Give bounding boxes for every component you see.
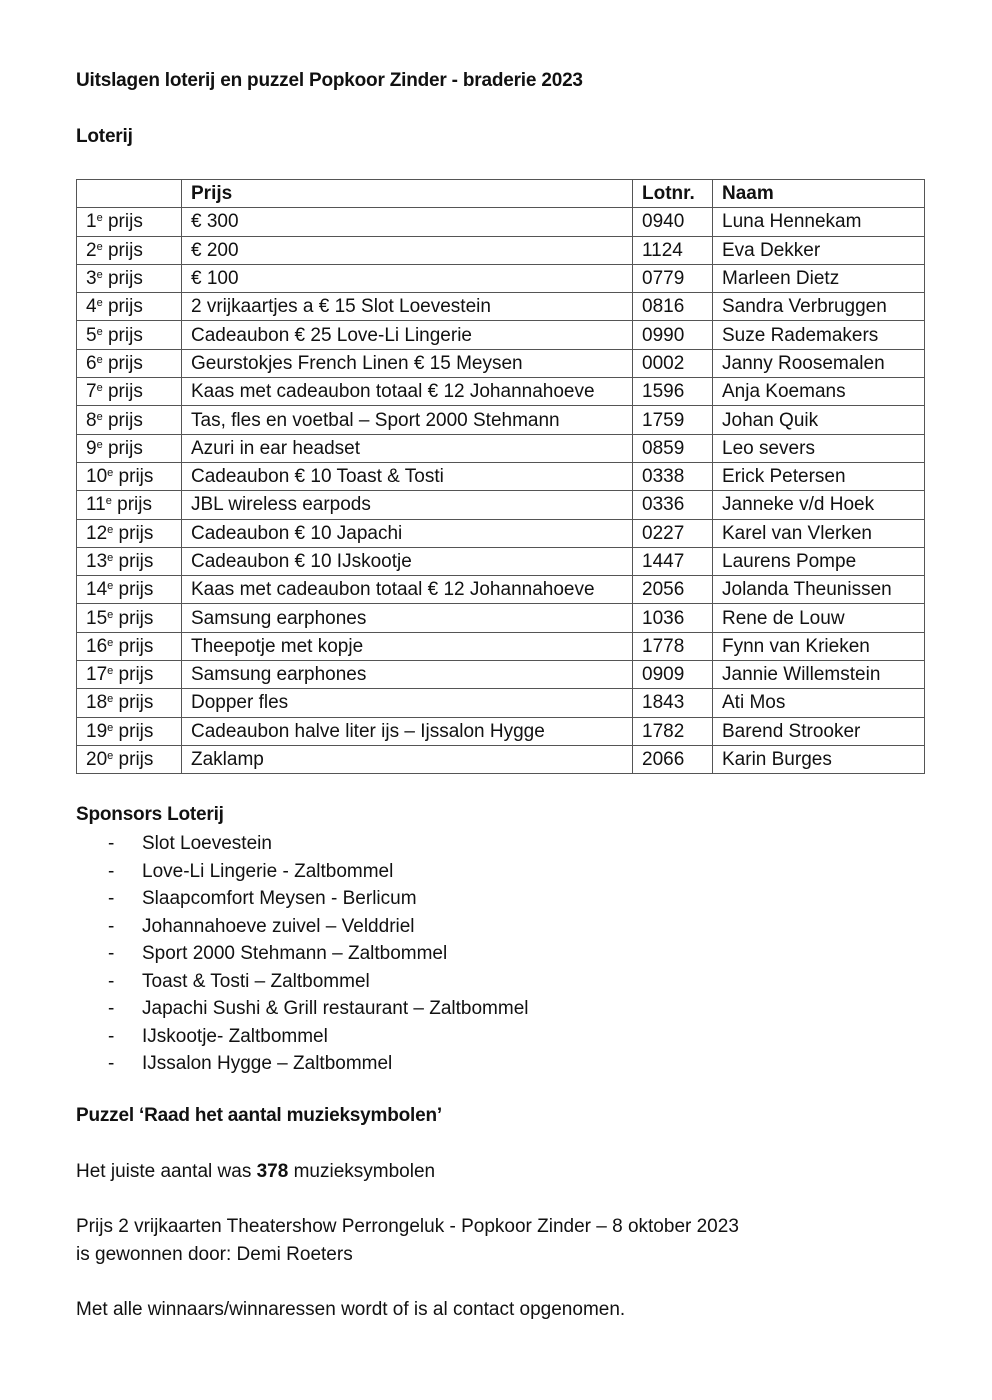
bullet-dash: - (108, 970, 115, 992)
rank-suffix: e (107, 693, 114, 706)
closing-note: Met alle winnaars/winnaressen wordt of is al contact opgenomen. (76, 1299, 626, 1320)
prize-rank (77, 547, 182, 575)
lot-number: 0859 (633, 434, 713, 462)
list-item (76, 1050, 529, 1078)
header-rank (77, 180, 182, 208)
winner-name: Eva Dekker (713, 236, 925, 264)
list-item (76, 830, 529, 858)
prize-rank (77, 321, 182, 349)
rank-label: prijs (107, 324, 143, 346)
rank-number: 11 (86, 494, 106, 516)
puzzle-heading: Puzzel ‘Raad het aantal muzieksymbolen’ (76, 1105, 442, 1126)
prize-description: Theepotje met kopje (182, 632, 633, 660)
prize-description: Cadeaubon € 25 Love-Li Lingerie (182, 321, 633, 349)
rank-label: prijs (118, 579, 154, 601)
list-item (76, 1023, 529, 1051)
winner-name: Jolanda Theunissen (713, 576, 925, 604)
winner-name: Laurens Pompe (713, 547, 925, 575)
winner-name: Barend Strooker (713, 717, 925, 745)
document-title: Uitslagen loterij en puzzel Popkoor Zinder - braderie 2023 (76, 70, 583, 91)
prize-description: Cadeaubon € 10 Toast & Tosti (182, 462, 633, 490)
prize-description: Geurstokjes French Linen € 15 Meysen (182, 349, 633, 377)
answer-suffix: muzieksymbolen (288, 1161, 436, 1182)
rank-suffix: e (96, 240, 103, 253)
prize-description: € 100 (182, 264, 633, 292)
bullet-dash: - (108, 860, 115, 882)
sponsor-name: Japachi Sushi & Grill restaurant – Zaltbommel (142, 998, 529, 1019)
rank-label: prijs (107, 239, 143, 261)
list-item (76, 885, 529, 913)
winner-name: Fynn van Krieken (713, 632, 925, 660)
prize-rank (77, 689, 182, 717)
prize-description: Cadeaubon € 10 IJskootje (182, 547, 633, 575)
rank-suffix: e (96, 297, 103, 310)
winner-name: Janneke v/d Hoek (713, 491, 925, 519)
winner-name: Luna Hennekam (713, 208, 925, 236)
rank-number: 1 (86, 211, 97, 233)
list-item (76, 913, 529, 941)
prize-description: Tas, fles en voetbal – Sport 2000 Stehmann (182, 406, 633, 434)
rank-suffix: e (107, 580, 114, 593)
sponsor-name: IJssalon Hygge – Zaltbommel (142, 1053, 393, 1074)
prize-rank (77, 632, 182, 660)
table-row (77, 491, 925, 519)
winner-name: Karin Burges (713, 745, 925, 773)
rank-suffix: e (107, 608, 114, 621)
table-row (77, 604, 925, 632)
prize-rank (77, 264, 182, 292)
rank-suffix: e (107, 523, 114, 536)
table-row (77, 661, 925, 689)
table-row (77, 378, 925, 406)
rank-label: prijs (118, 551, 154, 572)
lot-number: 1782 (633, 717, 713, 745)
lot-number: 0227 (633, 519, 713, 547)
sponsors-heading: Sponsors Loterij (76, 804, 224, 825)
lot-number: 1843 (633, 689, 713, 717)
lot-number: 0336 (633, 491, 713, 519)
sponsor-name: Sport 2000 Stehmann – Zaltbommel (142, 943, 448, 964)
header-prize: Prijs (182, 180, 633, 208)
rank-suffix: e (96, 325, 103, 338)
lot-number: 1759 (633, 406, 713, 434)
bullet-dash: - (108, 998, 115, 1019)
prize-description: Azuri in ear headset (182, 434, 633, 462)
sponsor-name: Slaapcomfort Meysen - Berlicum (142, 888, 417, 909)
bullet-dash: - (108, 833, 115, 854)
rank-label: prijs (107, 352, 143, 374)
lot-number: 0002 (633, 349, 713, 377)
puzzle-answer (76, 1158, 435, 1186)
rank-label: prijs (107, 268, 143, 290)
rank-suffix: e (107, 665, 114, 678)
header-lot-number: Lotnr. (633, 180, 713, 208)
rank-number: 2 (86, 239, 97, 261)
winner-name: Marleen Dietz (713, 264, 925, 292)
table-row (77, 745, 925, 773)
answer-prefix: Het juiste aantal was (76, 1161, 257, 1182)
rank-suffix: e (107, 636, 114, 649)
prize-rank (77, 717, 182, 745)
table-row (77, 293, 925, 321)
prize-rank (77, 236, 182, 264)
table-row (77, 236, 925, 264)
prize-rank (77, 434, 182, 462)
table-row (77, 406, 925, 434)
table-header-row (77, 180, 925, 208)
rank-label: prijs (118, 607, 154, 629)
puzzle-prize (76, 1213, 739, 1269)
rank-label: prijs (118, 720, 154, 742)
table-row (77, 689, 925, 717)
prize-description: 2 vrijkaartjes a € 15 Slot Loevestein (182, 293, 633, 321)
header-name: Naam (713, 180, 925, 208)
table-row (77, 349, 925, 377)
rank-label: prijs (107, 381, 143, 403)
winner-name: Sandra Verbruggen (713, 293, 925, 321)
lot-number: 1778 (633, 632, 713, 660)
rank-number: 14 (86, 579, 108, 601)
rank-number: 7 (86, 381, 97, 403)
prize-description: Zaklamp (182, 745, 633, 773)
bullet-dash: - (108, 888, 115, 909)
prize-rank (77, 378, 182, 406)
prize-description: € 300 (182, 208, 633, 236)
rank-suffix: e (96, 438, 103, 451)
winner-name: Erick Petersen (713, 462, 925, 490)
prize-line-1: Prijs 2 vrijkaarten Theatershow Perrongeluk - Popkoor Zinder – 8 oktober 2023 (76, 1216, 739, 1237)
prize-description: Samsung earphones (182, 661, 633, 689)
prize-rank (77, 491, 182, 519)
rank-suffix: e (107, 750, 114, 763)
sponsor-name: Slot Loevestein (142, 833, 272, 854)
rank-label: prijs (118, 635, 154, 657)
list-item (76, 940, 529, 968)
rank-number: 18 (86, 692, 108, 714)
rank-suffix: e (96, 269, 103, 282)
lot-number: 1124 (633, 236, 713, 264)
rank-number: 15 (86, 607, 108, 629)
lot-number: 0909 (633, 661, 713, 689)
rank-number: 6 (86, 352, 97, 374)
lot-number: 0779 (633, 264, 713, 292)
rank-number: 20 (86, 749, 108, 771)
rank-suffix: e (96, 410, 103, 423)
prize-rank (77, 406, 182, 434)
rank-label: prijs (107, 211, 143, 233)
rank-label: prijs (118, 749, 154, 771)
prize-description: Cadeaubon halve liter ijs – Ijssalon Hygge (182, 717, 633, 745)
prize-description: Kaas met cadeaubon totaal € 12 Johannahoeve (182, 378, 633, 406)
table-row (77, 632, 925, 660)
winner-name: Suze Rademakers (713, 321, 925, 349)
winner-name: Ati Mos (713, 689, 925, 717)
lot-number: 1447 (633, 547, 713, 575)
table-row (77, 264, 925, 292)
rank-label: prijs (107, 409, 143, 431)
rank-suffix: e (107, 552, 114, 564)
prize-description: Dopper fles (182, 689, 633, 717)
bullet-dash: - (108, 1053, 115, 1074)
rank-number: 19 (86, 720, 108, 742)
lottery-heading: Loterij (76, 126, 133, 147)
rank-suffix: e (105, 495, 112, 508)
rank-number: 9 (86, 437, 97, 459)
rank-label: prijs (107, 296, 143, 318)
sponsor-name: Toast & Tosti – Zaltbommel (142, 970, 370, 992)
rank-number: 12 (86, 522, 108, 544)
rank-suffix: e (96, 353, 103, 366)
table-row (77, 576, 925, 604)
prize-rank (77, 519, 182, 547)
lot-number: 0940 (633, 208, 713, 236)
prize-rank (77, 661, 182, 689)
bullet-dash: - (108, 1025, 115, 1047)
list-item (76, 995, 529, 1023)
lot-number: 0990 (633, 321, 713, 349)
lot-number: 1036 (633, 604, 713, 632)
winner-name: Leo severs (713, 434, 925, 462)
rank-number: 5 (86, 324, 97, 346)
rank-suffix: e (107, 467, 114, 480)
bullet-dash: - (108, 915, 115, 937)
table-row (77, 547, 925, 575)
winner-name: Anja Koemans (713, 378, 925, 406)
lot-number: 2056 (633, 576, 713, 604)
prize-line-2: is gewonnen door: Demi Roeters (76, 1244, 353, 1265)
sponsor-list (76, 830, 529, 1078)
lot-number: 0338 (633, 462, 713, 490)
winner-name: Karel van Vlerken (713, 519, 925, 547)
prize-rank (77, 208, 182, 236)
prize-description: Cadeaubon € 10 Japachi (182, 519, 633, 547)
rank-suffix: e (96, 212, 103, 225)
table-row (77, 717, 925, 745)
table-row (77, 434, 925, 462)
winner-name: Janny Roosemalen (713, 349, 925, 377)
lottery-results-table (76, 179, 925, 774)
winner-name: Johan Quik (713, 406, 925, 434)
prize-description: JBL wireless earpods (182, 491, 633, 519)
prize-rank (77, 349, 182, 377)
prize-rank (77, 462, 182, 490)
sponsor-name: IJskootje- Zaltbommel (142, 1025, 328, 1047)
rank-number: 8 (86, 409, 97, 431)
rank-suffix: e (107, 721, 114, 734)
rank-suffix: e (96, 382, 103, 395)
rank-label: prijs (117, 494, 152, 516)
prize-rank (77, 745, 182, 773)
winner-name: Rene de Louw (713, 604, 925, 632)
prize-description: Kaas met cadeaubon totaal € 12 Johannahoeve (182, 576, 633, 604)
table-row (77, 519, 925, 547)
sponsor-name: Johannahoeve zuivel – Velddriel (142, 915, 415, 937)
bullet-dash: - (108, 943, 115, 964)
lot-number: 2066 (633, 745, 713, 773)
rank-label: prijs (118, 466, 154, 488)
list-item (76, 968, 529, 996)
prize-rank (77, 576, 182, 604)
sponsor-name: Love-Li Lingerie - Zaltbommel (142, 860, 394, 882)
rank-number: 17 (86, 664, 108, 686)
lot-number: 0816 (633, 293, 713, 321)
table-row (77, 208, 925, 236)
rank-number: 10 (86, 466, 108, 488)
answer-value: 378 (256, 1161, 289, 1182)
table-row (77, 321, 925, 349)
prize-rank (77, 604, 182, 632)
prize-description: Samsung earphones (182, 604, 633, 632)
rank-number: 16 (86, 635, 108, 657)
prize-description: € 200 (182, 236, 633, 264)
lot-number: 1596 (633, 378, 713, 406)
list-item (76, 858, 529, 886)
rank-label: prijs (118, 522, 154, 544)
rank-label: prijs (118, 692, 154, 714)
winner-name: Jannie Willemstein (713, 661, 925, 689)
rank-label: prijs (118, 664, 154, 686)
table-row (77, 462, 925, 490)
rank-number: 4 (86, 296, 97, 318)
prize-rank (77, 293, 182, 321)
rank-label: prijs (107, 437, 143, 459)
rank-number: 13 (86, 551, 108, 572)
rank-number: 3 (86, 268, 97, 290)
